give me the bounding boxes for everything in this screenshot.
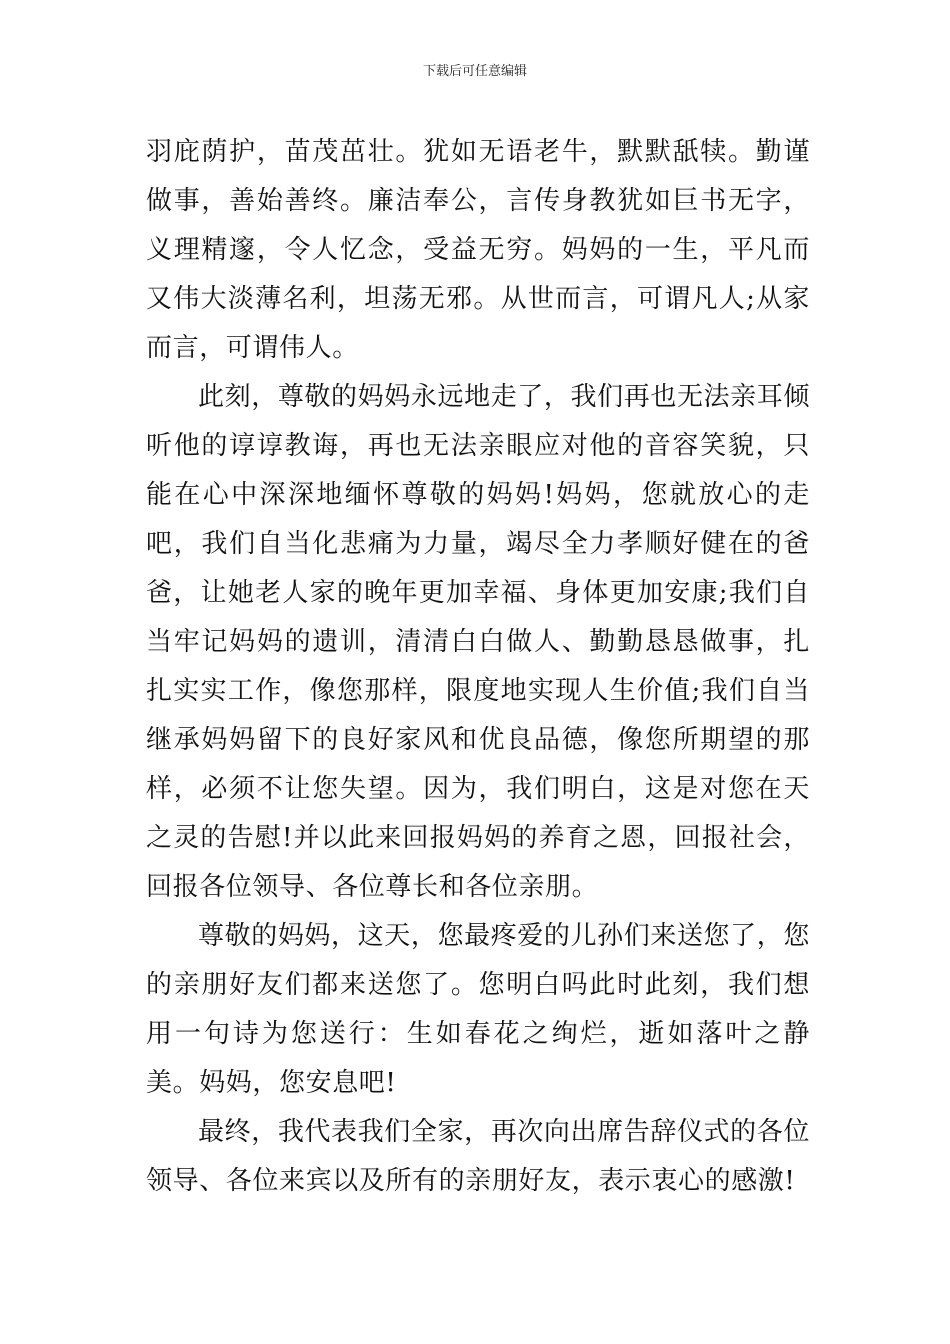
page-header: 下载后可任意编辑 [422,64,527,79]
paragraph-continued: 羽庇荫护，苗茂茁壮。犹如无语老牛，默默舐犊。勤谨做事，善始善终。廉洁奉公，言传身教犹如巨书无字，义理精邃，令人忆念，受益无穷。妈妈的一生，平凡而又伟大淡薄名利，坦荡无邪。从世而言，可谓凡人;从家而言，可谓伟人。 [146,137,810,363]
paragraph: 尊敬的妈妈，这天，您最疼爱的儿孙们来送您了，您的亲朋好友们都来送您了。您明白吗此时此刻，我们想用一句诗为您送行：生如春花之绚烂，逝如落叶之静美。妈妈，您安息吧! [146,921,810,1098]
document-body [146,128,810,1206]
paragraph: 此刻，尊敬的妈妈永远地走了，我们再也无法亲耳倾听他的谆谆教诲，再也无法亲眼应对他的音容笑貌，只能在心中深深地缅怀尊敬的妈妈!妈妈，您就放心的走吧，我们自当化悲痛为力量，竭尽全力孝顺好健在的爸爸，让她老人家的晚年更加幸福、身体更加安康;我们自当牢记妈妈的遗训，清清白白做人、勤勤恳恳做事，扎扎实实工作，像您那样，限度地实现人生价值;我们自当继承妈妈留下的良好家风和优良品德，像您所期望的那样，必须不让您失望。因为，我们明白，这是对您在天之灵的告慰!并以此来回报妈妈的养育之恩，回报社会，回报各位领导、各位尊长和各位亲朋。 [146,382,810,902]
paragraph: 最终，我代表我们全家，再次向出席告辞仪式的各位领导、各位来宾以及所有的亲朋好友，表示衷心的感激! [146,1117,810,1196]
